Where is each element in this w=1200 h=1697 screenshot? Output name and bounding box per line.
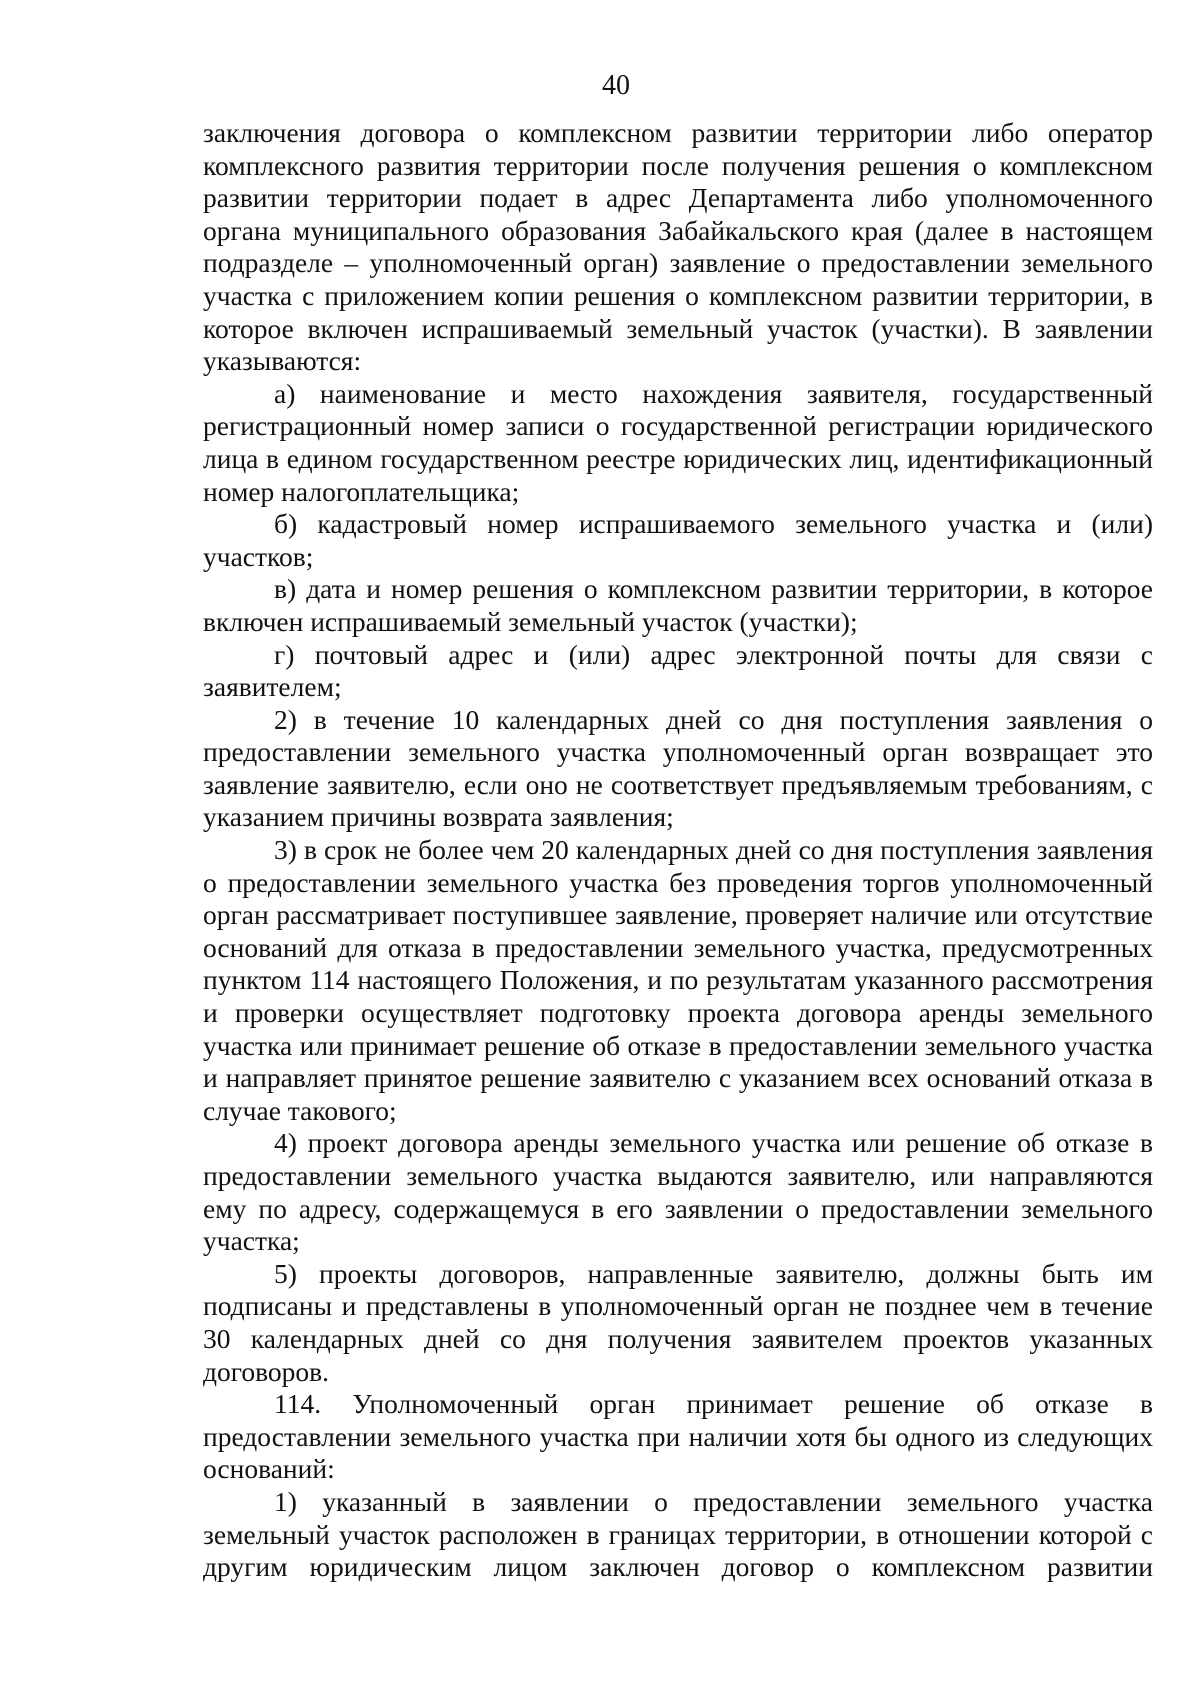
- document-body: [203, 117, 1153, 1584]
- paragraph-item-4: 4) проект договора аренды земельного участка или решение об отказе в предоставлении земельного участка выдаются заявителю, или направляются ему по адресу, содержащемуся в его заявлении о предоставлении земельного участка;: [203, 1127, 1153, 1257]
- paragraph-item-a: а) наименование и место нахождения заявителя, государственный регистрационный номер записи о государственной регистрации юридического лица в едином государственном реестре юридических лиц, идентификационный номер налогоплательщика;: [203, 377, 1153, 507]
- paragraph-item-b: б) кадастровый номер испрашиваемого земельного участка и (или) участков;: [203, 508, 1153, 572]
- paragraph-item-3: 3) в срок не более чем 20 календарных дней со дня поступления заявления о предоставлении земельного участка без проведения торгов уполномоченный орган рассматривает поступившее заявление, проверяет наличие или отсутствие оснований для отказа в предоставлении земельного участка, предусмотренных пунктом 114 настоящего Положения, и по результатам указанного рассмотрения и проверки осуществляет подготовку проекта договора аренды земельного участка или принимает решение об отказе в предоставлении земельного участка и направляет принятое решение заявителю с указанием всех оснований отказа в случае такового;: [203, 834, 1153, 1126]
- paragraph-item-5: 5) проекты договоров, направленные заявителю, должны быть им подписаны и представлены в уполномоченный орган не позднее чем в течение 30 календарных дней со дня получения заявителем проектов указанных договоров.: [203, 1257, 1153, 1387]
- paragraph-section-114: 114. Уполномоченный орган принимает решение об отказе в предоставлении земельного участка при наличии хотя бы одного из следующих оснований:: [203, 1388, 1153, 1485]
- paragraph-continuation: заключения договора о комплексном развитии территории либо оператор комплексного развития территории после получения решения о комплексном развитии территории подает в адрес Департамента либо уполномоченного органа муниципального образования Забайкальского края (далее в настоящем подразделе – уполномоченный орган) заявление о предоставлении земельного участка с приложением копии решения о комплексном развитии территории, в которое включен испрашиваемый земельный участок (участки). В заявлении указываются:: [203, 117, 1153, 377]
- paragraph-114-item-1: 1) указанный в заявлении о предоставлении земельного участка земельный участок расположен в границах территории, в отношении которой с другим юридическим лицом заключен договор о комплексном развитии: [203, 1485, 1153, 1583]
- paragraph-item-v: в) дата и номер решения о комплексном развитии территории, в которое включен испрашиваемый земельный участок (участки);: [203, 573, 1153, 637]
- page-number: 40: [602, 70, 630, 101]
- paragraph-item-2: 2) в течение 10 календарных дней со дня поступления заявления о предоставлении земельного участка уполномоченный орган возвращает это заявление заявителю, если оно не соответствует предъявляемым требованиям, с указанием причины возврата заявления;: [203, 703, 1153, 833]
- paragraph-item-g: г) почтовый адрес и (или) адрес электронной почты для связи с заявителем;: [203, 638, 1153, 703]
